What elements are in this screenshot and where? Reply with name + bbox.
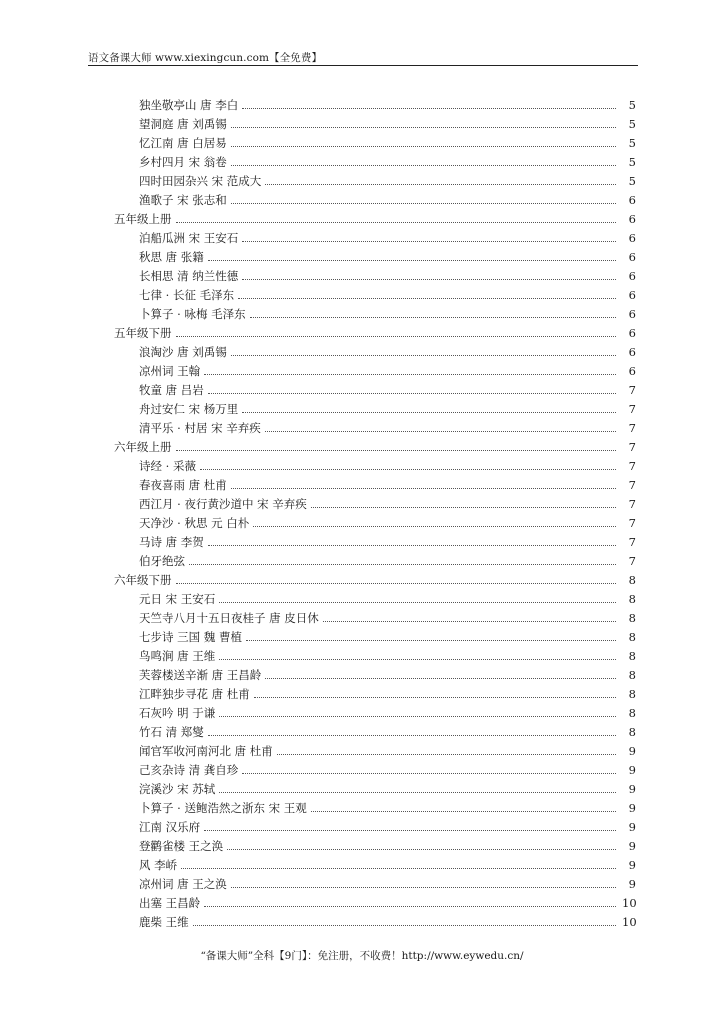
toc-entry-row[interactable] — [0, 248, 724, 267]
dot-leader — [231, 165, 616, 166]
toc-page-number: 8 — [628, 573, 636, 587]
toc-entry-row[interactable] — [0, 628, 724, 647]
dot-leader — [254, 697, 616, 698]
toc-entry-title: 春夜喜雨 唐 杜甫 — [139, 478, 227, 492]
toc-entry-title: 泊船瓜洲 宋 王安石 — [139, 231, 239, 245]
toc-entry-title: 浪淘沙 唐 刘禹锡 — [139, 345, 227, 359]
toc-entry-title: 风 李峤 — [139, 858, 178, 872]
dot-leader — [231, 887, 616, 888]
toc-page-number: 7 — [628, 421, 636, 435]
toc-entry-title: 伯牙绝弦 — [139, 554, 185, 568]
page-footer: “备课大师”全科【9门】：免注册，不收费！http://www.eywedu.cn/ — [200, 950, 524, 962]
toc-entry-row[interactable] — [0, 495, 724, 514]
toc-entry-row[interactable] — [0, 761, 724, 780]
dot-leader — [176, 583, 617, 584]
toc-entry-title: 石灰吟 明 于谦 — [139, 706, 216, 720]
toc-entry-row[interactable] — [0, 381, 724, 400]
toc-entry-row[interactable] — [0, 894, 724, 913]
toc-entry-row[interactable] — [0, 343, 724, 362]
toc-entry-title: 舟过安仁 宋 杨万里 — [139, 402, 239, 416]
toc-page-number: 9 — [628, 839, 636, 853]
toc-entry-row[interactable] — [0, 685, 724, 704]
toc-section-title: 六年级下册 — [114, 573, 172, 587]
dot-leader — [219, 716, 616, 717]
dot-leader — [176, 222, 617, 223]
dot-leader — [265, 184, 616, 185]
toc-page-number: 5 — [628, 98, 636, 112]
toc-entry-title: 忆江南 唐 白居易 — [139, 136, 227, 150]
toc-entry-title: 江畔独步寻花 唐 杜甫 — [139, 687, 250, 701]
toc-entry-row[interactable] — [0, 267, 724, 286]
toc-page-number: 7 — [628, 459, 636, 473]
toc-entry-title: 凉州词 王翰 — [139, 364, 201, 378]
toc-entry-title: 渔歌子 宋 张志和 — [139, 193, 227, 207]
toc-page-number: 8 — [628, 649, 636, 663]
toc-entry-row[interactable] — [0, 837, 724, 856]
toc-page-number: 5 — [628, 155, 636, 169]
toc-entry-row[interactable] — [0, 134, 724, 153]
toc-page-number: 6 — [628, 231, 636, 245]
toc-page-number: 6 — [628, 250, 636, 264]
dot-leader — [323, 621, 616, 622]
toc-entry-row[interactable] — [0, 913, 724, 932]
toc-entry-row[interactable] — [0, 780, 724, 799]
toc-entry-title: 望洞庭 唐 刘禹锡 — [139, 117, 227, 131]
toc-page-number: 9 — [628, 877, 636, 891]
toc-entry-title: 卜算子 · 送鲍浩然之浙东 宋 王观 — [139, 801, 307, 815]
toc-page-number: 9 — [628, 763, 636, 777]
toc-entry-row[interactable] — [0, 799, 724, 818]
toc-entry-title: 竹石 清 郑燮 — [139, 725, 204, 739]
dot-leader — [208, 393, 616, 394]
toc-page-number: 10 — [622, 896, 637, 910]
dot-leader — [311, 507, 616, 508]
toc-page-number: 8 — [628, 687, 636, 701]
toc-page-number: 8 — [628, 611, 636, 625]
toc-entry-row[interactable] — [0, 723, 724, 742]
dot-leader — [219, 659, 616, 660]
dot-leader — [242, 279, 616, 280]
toc-entry-title: 四时田园杂兴 宋 范成大 — [139, 174, 262, 188]
toc-page-number: 5 — [628, 136, 636, 150]
toc-entry-title: 诗经 · 采薇 — [139, 459, 196, 473]
toc-page-number: 5 — [628, 117, 636, 131]
toc-page-number: 6 — [628, 269, 636, 283]
toc-page-number: 9 — [628, 744, 636, 758]
toc-entry-title: 己亥杂诗 清 龚自珍 — [139, 763, 239, 777]
dot-leader — [277, 754, 616, 755]
toc-entry-row[interactable] — [0, 419, 724, 438]
dot-leader — [238, 298, 616, 299]
toc-entry-row[interactable] — [0, 115, 724, 134]
toc-entry-row[interactable] — [0, 552, 724, 571]
dot-leader — [242, 412, 616, 413]
toc-entry-row[interactable] — [0, 457, 724, 476]
dot-leader — [219, 602, 616, 603]
toc-entry-row[interactable] — [0, 856, 724, 875]
toc-page-number: 5 — [628, 174, 636, 188]
toc-section-row[interactable] — [0, 324, 724, 343]
toc-entry-title: 七律 · 长征 毛泽东 — [139, 288, 235, 302]
page-header: 语文备课大师 www.xiexingcun.com【全免费】 — [88, 52, 323, 64]
toc-page-number: 10 — [622, 915, 637, 929]
dot-leader — [253, 526, 616, 527]
toc-page-number: 8 — [628, 668, 636, 682]
table-of-contents — [0, 96, 724, 932]
toc-entry-title: 牧童 唐 吕岩 — [139, 383, 204, 397]
dot-leader — [231, 127, 616, 128]
toc-section-title: 五年级上册 — [114, 212, 172, 226]
toc-entry-row[interactable] — [0, 590, 724, 609]
toc-page-number: 7 — [628, 554, 636, 568]
dot-leader — [204, 830, 616, 831]
toc-page-number: 7 — [628, 497, 636, 511]
toc-entry-title: 凉州词 唐 王之涣 — [139, 877, 227, 891]
dot-leader — [231, 488, 616, 489]
toc-entry-title: 秋思 唐 张籍 — [139, 250, 204, 264]
toc-entry-title: 闻官军收河南河北 唐 杜甫 — [139, 744, 273, 758]
dot-leader — [200, 469, 616, 470]
toc-entry-title: 独坐敬亭山 唐 李白 — [139, 98, 239, 112]
toc-section-row[interactable] — [0, 438, 724, 457]
toc-entry-row[interactable] — [0, 609, 724, 628]
toc-entry-row[interactable] — [0, 647, 724, 666]
dot-leader — [189, 564, 616, 565]
toc-entry-title: 出塞 王昌龄 — [139, 896, 201, 910]
dot-leader — [242, 241, 616, 242]
toc-page-number: 6 — [628, 193, 636, 207]
dot-leader — [208, 545, 616, 546]
toc-entry-row[interactable] — [0, 172, 724, 191]
dot-leader — [246, 640, 616, 641]
toc-page-number: 7 — [628, 440, 636, 454]
toc-entry-row[interactable] — [0, 362, 724, 381]
toc-page-number: 6 — [628, 345, 636, 359]
dot-leader — [227, 849, 616, 850]
dot-leader — [311, 811, 616, 812]
toc-entry-title: 天竺寺八月十五日夜桂子 唐 皮日休 — [139, 611, 319, 625]
toc-section-row[interactable] — [0, 210, 724, 229]
toc-page-number: 9 — [628, 782, 636, 796]
toc-entry-row[interactable] — [0, 400, 724, 419]
toc-entry-row[interactable] — [0, 666, 724, 685]
dot-leader — [204, 906, 616, 907]
toc-entry-title: 江南 汉乐府 — [139, 820, 201, 834]
toc-page-number: 6 — [628, 326, 636, 340]
toc-page-number: 9 — [628, 801, 636, 815]
toc-entry-row[interactable] — [0, 818, 724, 837]
dot-leader — [208, 735, 616, 736]
toc-entry-row[interactable] — [0, 533, 724, 552]
header-divider — [88, 65, 638, 66]
toc-entry-title: 芙蓉楼送辛渐 唐 王昌龄 — [139, 668, 262, 682]
toc-entry-row[interactable] — [0, 96, 724, 115]
dot-leader — [181, 868, 616, 869]
toc-page-number: 8 — [628, 725, 636, 739]
toc-page-number: 6 — [628, 307, 636, 321]
toc-entry-row[interactable] — [0, 191, 724, 210]
dot-leader — [242, 773, 616, 774]
toc-entry-row[interactable] — [0, 305, 724, 324]
toc-entry-title: 浣溪沙 宋 苏轼 — [139, 782, 216, 796]
toc-section-title: 六年级上册 — [114, 440, 172, 454]
dot-leader — [204, 374, 616, 375]
toc-entry-row[interactable] — [0, 742, 724, 761]
dot-leader — [250, 317, 616, 318]
toc-entry-row[interactable] — [0, 875, 724, 894]
toc-page-number: 6 — [628, 364, 636, 378]
dot-leader — [265, 431, 616, 432]
toc-section-title: 五年级下册 — [114, 326, 172, 340]
toc-entry-title: 长相思 清 纳兰性德 — [139, 269, 239, 283]
dot-leader — [176, 450, 617, 451]
dot-leader — [242, 108, 616, 109]
dot-leader — [176, 336, 617, 337]
toc-page-number: 7 — [628, 535, 636, 549]
toc-page-number: 8 — [628, 592, 636, 606]
toc-entry-row[interactable] — [0, 153, 724, 172]
toc-entry-row[interactable] — [0, 286, 724, 305]
dot-leader — [193, 925, 616, 926]
dot-leader — [231, 146, 616, 147]
toc-page-number: 9 — [628, 820, 636, 834]
toc-page-number: 7 — [628, 516, 636, 530]
toc-entry-row[interactable] — [0, 514, 724, 533]
toc-entry-title: 登鹳雀楼 王之涣 — [139, 839, 224, 853]
dot-leader — [231, 203, 616, 204]
toc-entry-title: 乡村四月 宋 翁卷 — [139, 155, 227, 169]
toc-entry-title: 卜算子 · 咏梅 毛泽东 — [139, 307, 246, 321]
toc-page-number: 6 — [628, 212, 636, 226]
toc-section-row[interactable] — [0, 571, 724, 590]
toc-entry-row[interactable] — [0, 704, 724, 723]
toc-entry-title: 元日 宋 王安石 — [139, 592, 216, 606]
toc-page-number: 8 — [628, 630, 636, 644]
dot-leader — [219, 792, 616, 793]
toc-entry-row[interactable] — [0, 229, 724, 248]
dot-leader — [231, 355, 616, 356]
toc-entry-title: 马诗 唐 李贺 — [139, 535, 204, 549]
toc-entry-title: 清平乐 · 村居 宋 辛弃疾 — [139, 421, 261, 435]
toc-entry-title: 西江月 · 夜行黄沙道中 宋 辛弃疾 — [139, 497, 307, 511]
dot-leader — [208, 260, 616, 261]
toc-entry-title: 鸟鸣涧 唐 王维 — [139, 649, 216, 663]
toc-entry-title: 鹿柴 王维 — [139, 915, 189, 929]
toc-page-number: 9 — [628, 858, 636, 872]
toc-entry-row[interactable] — [0, 476, 724, 495]
toc-entry-title: 七步诗 三国 魏 曹植 — [139, 630, 242, 644]
toc-page-number: 7 — [628, 478, 636, 492]
toc-entry-title: 天净沙 · 秋思 元 白朴 — [139, 516, 250, 530]
toc-page-number: 8 — [628, 706, 636, 720]
toc-page-number: 6 — [628, 288, 636, 302]
toc-page-number: 7 — [628, 383, 636, 397]
toc-page-number: 7 — [628, 402, 636, 416]
dot-leader — [265, 678, 616, 679]
